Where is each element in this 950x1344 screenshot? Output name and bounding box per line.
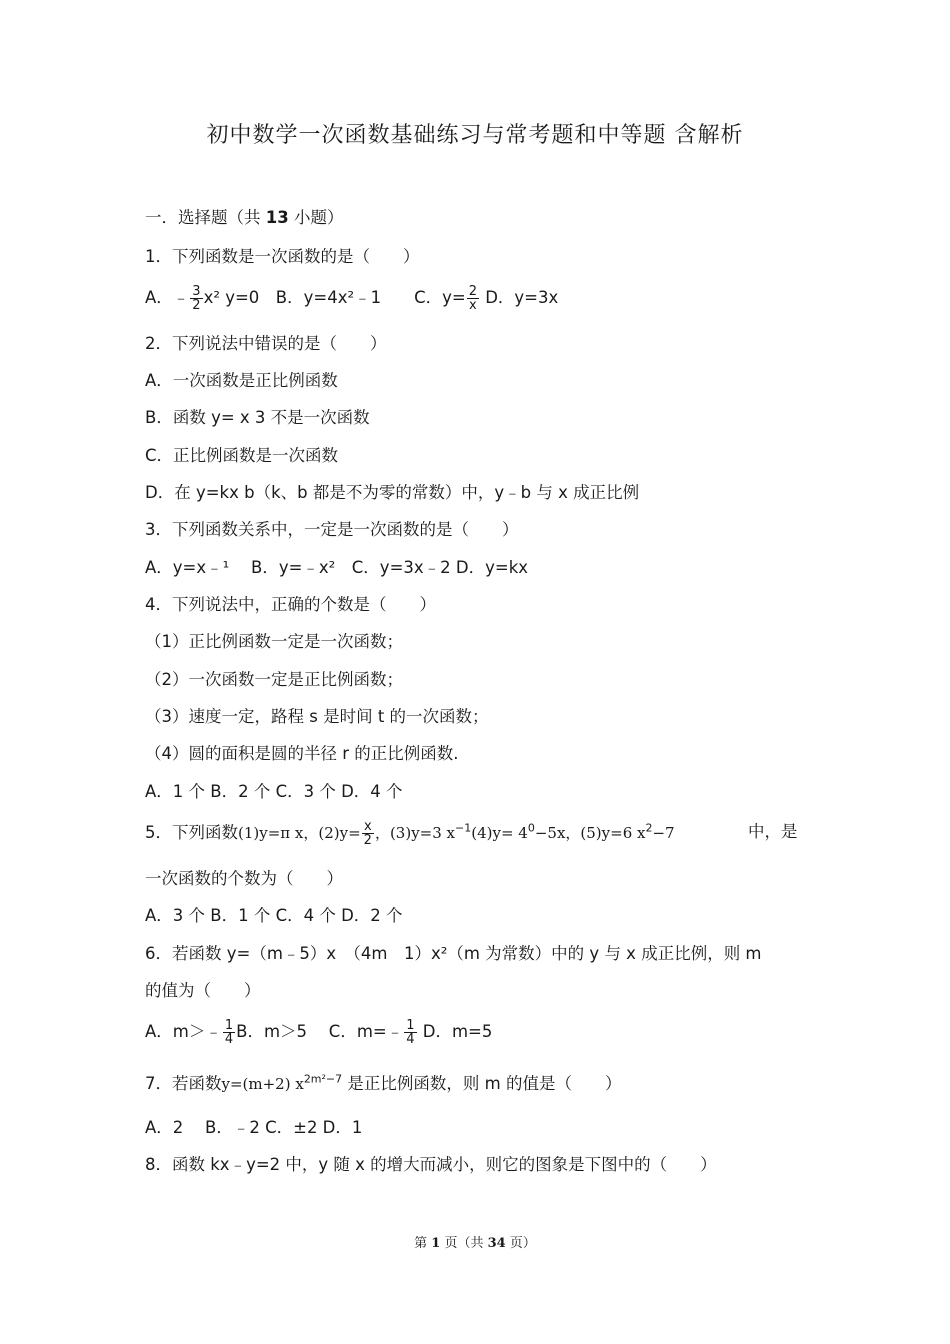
fraction: $\frac{2}{x}$ xyxy=(468,284,477,313)
q4-statement-4: （4）圆的面积是圆的半径 r 的正比例函数. xyxy=(145,744,459,763)
fraction: $\frac{3}{2}$ xyxy=(192,284,201,313)
q4-statement-2: （2）一次函数一定是正比例函数； xyxy=(145,670,403,689)
q4-stem: 4．下列说法中，正确的个数是（ ） xyxy=(145,595,436,614)
q4-options: A．1 个 B．2 个 C．3 个 D．4 个 xyxy=(145,782,403,801)
q5-stem-line2: 一次函数的个数为（ ） xyxy=(145,869,343,888)
q6-options: A．m＞﹣ $\frac{1}{4}$ B．m＞5 C．m=﹣ $\frac{1}{4}$ D．m=5 xyxy=(145,1018,493,1047)
page-footer: 第 1 页（共 34 页） xyxy=(414,1236,536,1251)
q6-stem: 6．若函数 y=（m﹣5）x （4m 1）x²（m 为常数）中的 y 与 x 成正比例，则 m xyxy=(145,944,762,963)
q7-options: A．2 B．﹣2 C．±2 D．1 xyxy=(145,1118,363,1137)
fraction: $\frac{1}{4}$ xyxy=(406,1018,415,1047)
q5-options: A．3 个 B．1 个 C．4 个 D．2 个 xyxy=(145,906,403,925)
q2-option-b: B．函数 y= x 3 不是一次函数 xyxy=(145,408,370,427)
q1-options: A．﹣ $\frac{3}{2}$ x² y=0 B．y=4x²﹣1 C．y= $\frac{2}{x}$ D．y=3x xyxy=(145,284,559,313)
q2-option-d: D．在 y=kx b（k、b 都是不为零的常数）中，y﹣b 与 x 成正比例 xyxy=(145,483,640,502)
q5-stem-suffix: 中，是 xyxy=(748,822,798,841)
page-title: 初中数学一次函数基础练习与常考题和中等题 含解析 xyxy=(206,123,744,148)
q1-stem: 1．下列函数是一次函数的是（ ） xyxy=(145,247,420,266)
section-heading: 一．选择题（共 13 小题） xyxy=(145,208,344,227)
fraction: $\frac{1}{4}$ xyxy=(224,1018,234,1047)
q2-option-c: C．正比例函数是一次函数 xyxy=(145,446,339,465)
q4-statement-1: （1）正比例函数一定是一次函数； xyxy=(145,632,403,651)
q2-option-a: A．一次函数是正比例函数 xyxy=(145,371,338,390)
q3-stem: 3．下列函数关系中，一定是一次函数的是（ ） xyxy=(145,520,519,539)
q8-stem: 8．函数 kx﹣y=2 中，y 随 x 的增大而减小，则它的图象是下图中的（ ） xyxy=(145,1155,717,1174)
q2-stem: 2．下列说法中错误的是（ ） xyxy=(145,334,387,353)
fraction: $\frac{x}{2}$ xyxy=(363,819,372,848)
q7-stem: 7．若函数y=(m+2) $x^{2m^2-7}$ 是正比例函数，则 m 的值是（ ） xyxy=(145,1072,622,1093)
q4-statement-3: （3）速度一定，路程 s 是时间 t 的一次函数； xyxy=(145,707,489,726)
q6-stem-line2: 的值为（ ） xyxy=(145,981,261,1000)
q5-stem: 5．下列函数(1)y=π x，(2)y= $\frac{x}{2}$ ，(3)y=3 $x^{-1}(4)y= 4^0-5x$，(5)y=6 $x^2-7$ xyxy=(145,819,675,848)
q3-options: A．y=x﹣¹ B．y=﹣x² C．y=3x﹣2 D．y=kx xyxy=(145,558,529,577)
